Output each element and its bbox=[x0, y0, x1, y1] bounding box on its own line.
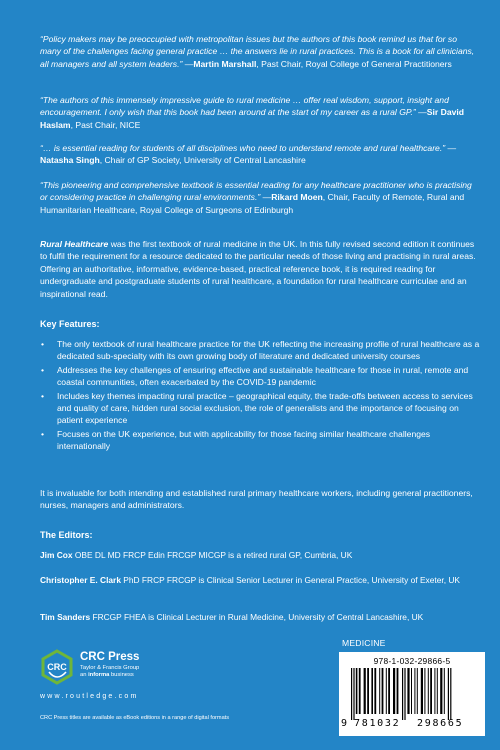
publisher-group-line: Taylor & Francis Group bbox=[80, 665, 140, 671]
publisher-informa-line: an informa business bbox=[80, 672, 134, 679]
feature-item bbox=[40, 338, 480, 363]
quote-text: “The authors of this immensely impressive guide to rural medicine … offer real wisdom, support, insight and encouragement. I only wish that this book had been around at the start of my career as a rural GP.” bbox=[40, 95, 449, 118]
ebook-footnote: CRC Press titles are available as eBook editions in a range of digital formats bbox=[40, 715, 230, 721]
crc-logo-icon bbox=[38, 648, 76, 688]
isbn-number: 978-1-032-29866-5 bbox=[373, 656, 451, 666]
publisher-website: www.routledge.com bbox=[40, 693, 139, 700]
quote-dash: — bbox=[445, 143, 457, 153]
quote-author: Sir David Haslam bbox=[40, 107, 465, 130]
feature-text: Addresses the key challenges of ensuring effective and sustainable healthcare for those in rural, remote and coastal communities, often exacerbated by the COVID-19 pandemic bbox=[57, 364, 469, 388]
ean-digits-left: 781032 bbox=[354, 718, 401, 729]
feature-item bbox=[40, 390, 480, 427]
quote-text: “… is essential reading for students of all disciplines who need to understand remote and rural healthcare.” bbox=[40, 143, 446, 153]
subject-category: MEDICINE bbox=[342, 638, 386, 648]
book-title: Rural Healthcare bbox=[40, 239, 109, 249]
description-text: was the first textbook of rural medicine in the UK. In this fully revised second edition it continues to fulfil the requirement for a resource dedicated to the particular needs of those living and practising in rural areas. Offering an authoritative, informative, evidence-based, practical reference book, it is required reading for undergraduate and postgraduate students of rural healthcare, a foundation for rural healthcare curriculae and an inspirational read. bbox=[40, 239, 476, 299]
editor-name: Christopher E. Clark bbox=[40, 575, 121, 585]
bullet-icon: • bbox=[41, 364, 45, 375]
endorsement-quote bbox=[40, 33, 480, 70]
feature-text: Includes key themes impacting rural practice – geographical equity, the trade-offs between access to services and quality of care, hidden rural social exclusion, the role of generalists and the importance of focusing on patient experience bbox=[57, 390, 473, 426]
quote-text: “This pioneering and comprehensive textbook is essential reading for any healthcare practitioner who is practising or considering practice in challenging rural environments.” bbox=[40, 180, 472, 203]
isbn-barcode bbox=[339, 652, 485, 736]
crc-logo-text: CRC bbox=[47, 662, 67, 672]
editor-name: Jim Cox bbox=[40, 550, 73, 560]
feature-item bbox=[40, 428, 480, 453]
key-features-heading: Key Features: bbox=[40, 319, 100, 329]
editor-bio: PhD FRCP FRCGP is Clinical Senior Lecturer in General Practice, University of Exeter, UK bbox=[120, 575, 460, 585]
informa-brand: informa bbox=[88, 672, 110, 679]
feature-text: Focuses on the UK experience, but with applicability for those facing similar healthcare challenges internationally bbox=[57, 428, 431, 452]
ean-digits-right: 298665 bbox=[417, 718, 464, 729]
publisher-group bbox=[80, 665, 139, 680]
quote-author: Rikard Moen bbox=[271, 192, 323, 203]
endorsement-quote bbox=[40, 94, 480, 131]
quote-role: , Past Chair, NICE bbox=[70, 119, 141, 130]
quote-author: Martin Marshall bbox=[193, 58, 257, 69]
endorsement-quote bbox=[40, 179, 480, 216]
editor-entry bbox=[40, 611, 480, 623]
editor-bio: OBE DL MD FRCP Edin FRCGP MICGP is a retired rural GP, Cumbria, UK bbox=[72, 550, 353, 560]
book-description bbox=[40, 238, 480, 300]
audience-statement: It is invaluable for both intending and established rural primary healthcare workers, including general practitioners, nurses, managers and administrators. bbox=[40, 488, 473, 511]
quote-dash: — bbox=[415, 107, 427, 118]
quote-dash: — bbox=[182, 58, 194, 69]
editor-entry bbox=[40, 549, 480, 561]
editor-bio: FRCGP FHEA is Clinical Lecturer in Rural Medicine, University of Central Lancashire, UK bbox=[90, 612, 424, 622]
feature-item bbox=[40, 364, 480, 389]
publisher-block bbox=[38, 648, 148, 690]
quote-author: Natasha Singh bbox=[40, 155, 100, 166]
bullet-icon: • bbox=[41, 428, 45, 439]
quote-role: , Chair, Faculty of Remote, Rural and Humanitarian Healthcare, Royal College of Surgeons of Edinburgh bbox=[40, 192, 465, 215]
publisher-name: CRC Press bbox=[80, 651, 140, 663]
ean-digit-first: 9 bbox=[341, 718, 348, 729]
editors-heading: The Editors: bbox=[40, 530, 93, 540]
barcode-bars-icon bbox=[345, 668, 479, 720]
bullet-icon: • bbox=[41, 339, 45, 349]
editor-entry bbox=[40, 574, 480, 586]
quote-text: “Policy makers may be preoccupied with metropolitan issues but the authors of this book remind us that for so many of the challenges facing general practice … the answers lie in rural practices. This is a book for all clinicians, all managers and all system leaders.” bbox=[40, 34, 475, 69]
editor-name: Tim Sanders bbox=[40, 612, 91, 622]
feature-text: The only textbook of rural healthcare practice for the UK reflecting the increasing profile of rural healthcare as a dedicated sub-specialty with its own growing body of literature and dedicated university courses bbox=[57, 339, 480, 362]
endorsement-quote bbox=[40, 142, 480, 167]
key-features-list bbox=[40, 338, 480, 454]
quote-role: , Chair of GP Society, University of Central Lancashire bbox=[99, 155, 306, 166]
quote-role: , Past Chair, Royal College of General Practitioners bbox=[256, 58, 452, 69]
quote-dash: — bbox=[260, 192, 272, 203]
bullet-icon: • bbox=[41, 390, 45, 401]
